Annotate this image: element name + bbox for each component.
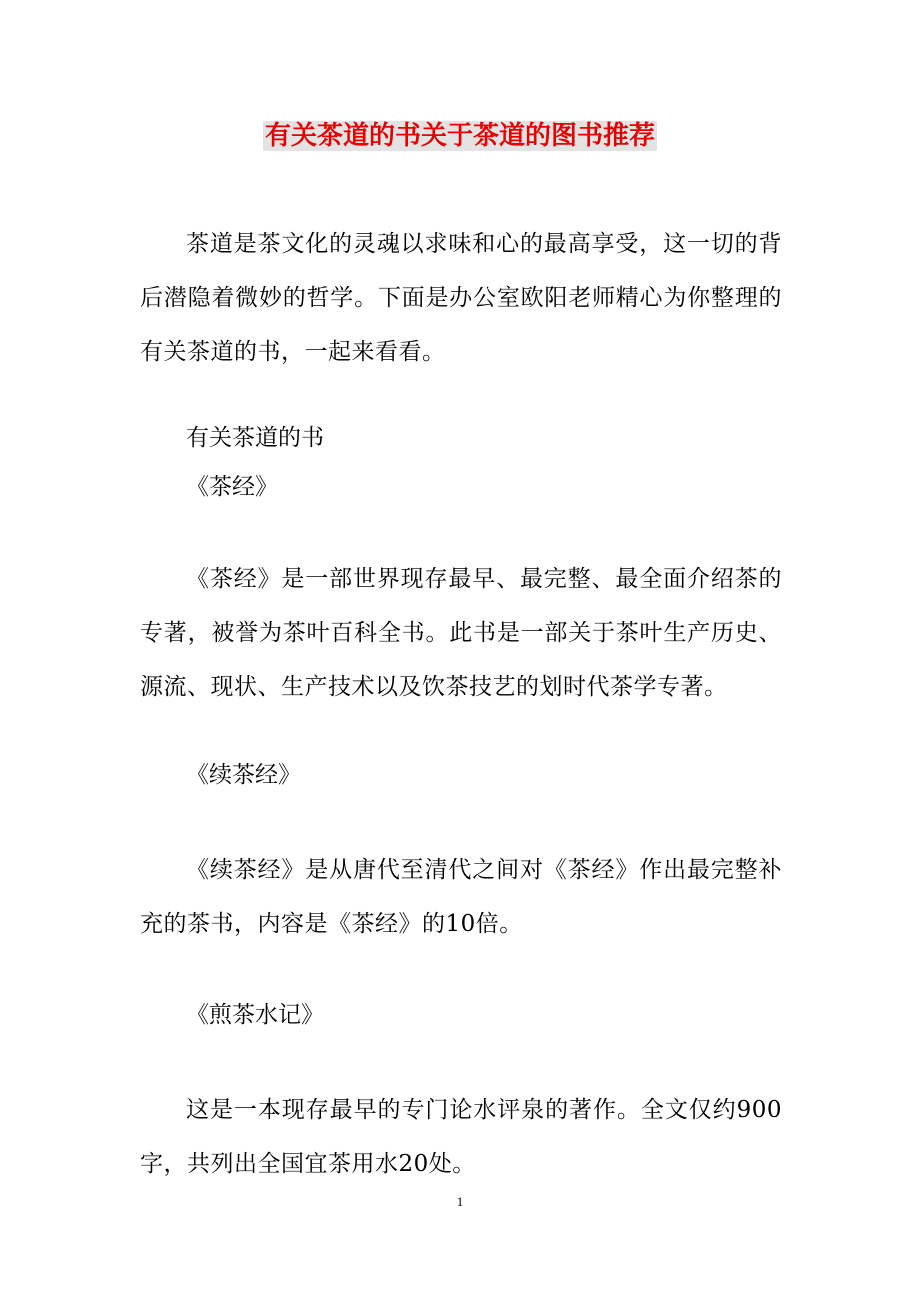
intro-paragraph: 茶道是茶文化的灵魂以求味和心的最高享受，这一切的背后潜隐着微妙的哲学。下面是办公室欧阳老师精心为你整理的有关茶道的书，一起来看看。 xyxy=(140,231,782,365)
book-description-2: 《续茶经》是从唐代至清代之间对《茶经》作出最完整补充的茶书，内容是《茶经》的10倍。 xyxy=(140,857,782,937)
book-title-3: 《煎茶水记》 xyxy=(186,1002,324,1028)
book-title-1: 《茶经》 xyxy=(186,474,278,500)
section-heading: 有关茶道的书 xyxy=(186,425,324,451)
title-text: 有关茶道的书关于茶道的图书推荐 xyxy=(264,121,655,151)
book-title-2: 《续茶经》 xyxy=(186,762,301,788)
page-number: 1 xyxy=(456,1194,464,1209)
document-title xyxy=(0,114,920,158)
book-description-1: 《茶经》是一部世界现存最早、最完整、最全面介绍茶的专著，被誉为茶叶百科全书。此书是一部关于茶叶生产历史、源流、现状、生产技术以及饮茶技艺的划时代茶学专著。 xyxy=(140,566,782,700)
book-description-3: 这是一本现存最早的专门论水评泉的著作。全文仅约900字，共列出全国宜茶用水20处。 xyxy=(140,1097,782,1177)
